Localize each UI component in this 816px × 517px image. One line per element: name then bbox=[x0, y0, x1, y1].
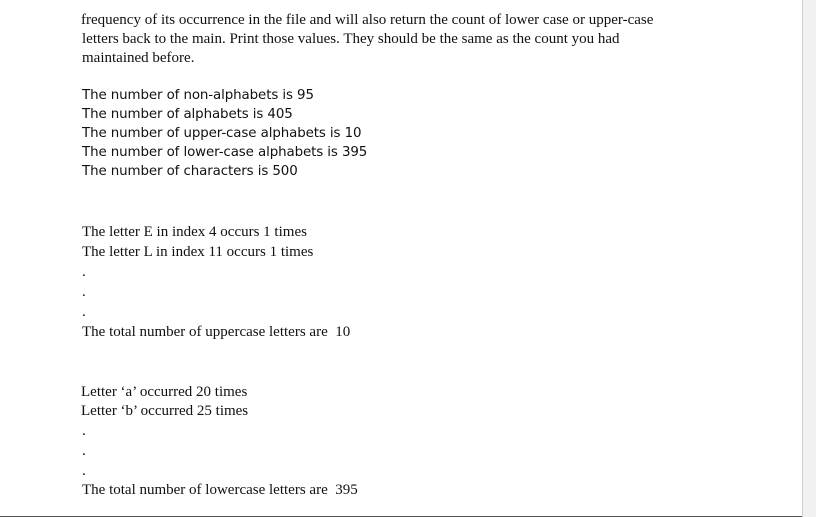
count-line: The number of alphabets is 405 bbox=[82, 107, 293, 122]
intro-line: maintained before. bbox=[82, 50, 195, 66]
intro-line: letters back to the main. Print those values. They should be the same as the count you had bbox=[82, 31, 620, 47]
lowercase-total: The total number of lowercase letters are 395 bbox=[82, 482, 358, 498]
lowercase-line: Letter ‘a’ occurred 20 times bbox=[81, 384, 248, 400]
vertical-scrollbar[interactable] bbox=[802, 0, 816, 517]
count-line: The number of characters is 500 bbox=[82, 164, 298, 179]
count-line: The number of upper-case alphabets is 10 bbox=[82, 126, 362, 141]
count-line: The number of lower-case alphabets is 395 bbox=[82, 145, 368, 160]
intro-line: frequency of its occurrence in the file and will also return the count of lower case or upper-case bbox=[81, 12, 654, 28]
uppercase-total: The total number of uppercase letters are 10 bbox=[82, 324, 351, 340]
uppercase-line: The letter L in index 11 occurs 1 times bbox=[82, 244, 314, 260]
ellipsis-dot: . bbox=[82, 463, 86, 479]
ellipsis-dot: . bbox=[82, 443, 86, 459]
lowercase-line: Letter ‘b’ occurred 25 times bbox=[81, 403, 249, 419]
ellipsis-dot: . bbox=[82, 284, 86, 300]
ellipsis-dot: . bbox=[82, 423, 86, 439]
count-line: The number of non-alphabets is 95 bbox=[82, 88, 314, 103]
ellipsis-dot: . bbox=[82, 304, 86, 320]
uppercase-line: The letter E in index 4 occurs 1 times bbox=[82, 224, 307, 240]
ellipsis-dot: . bbox=[82, 264, 86, 280]
